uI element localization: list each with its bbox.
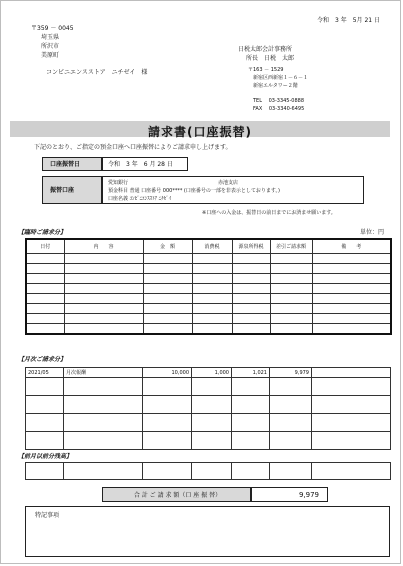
account-label: 振替口座	[50, 187, 75, 194]
sender-tel: TEL 03-3345-0888	[253, 98, 305, 104]
table-row	[26, 324, 391, 335]
sender-fax: FAX 03-3340-6495	[253, 106, 305, 112]
row-withholding: 1,021	[232, 368, 270, 378]
row-amount: 10,000	[143, 368, 192, 378]
issue-date: 令和 3 年 5月 21 日	[317, 17, 380, 24]
sender-address-1: 新宿区西新宿１－６－１	[253, 75, 309, 81]
row-date: 2021/05	[26, 368, 64, 378]
document-title: 請求書(口座振替)	[148, 125, 252, 139]
recipient-address-3: 美原町	[41, 52, 60, 59]
col-tax: 消費税	[192, 239, 232, 254]
table-row	[26, 304, 391, 314]
sender-office: 日税太郎会計事務所	[238, 46, 293, 53]
account-branch: 赤池支店	[218, 180, 239, 186]
unit-label: 単位：円	[360, 229, 385, 236]
previous-table	[25, 462, 391, 480]
table-row	[26, 396, 391, 414]
transfer-date-value-box	[102, 157, 188, 171]
section-temporary: 【臨時ご請求分】	[18, 229, 67, 236]
transfer-date-label-box	[42, 157, 102, 171]
row-note	[312, 368, 391, 378]
col-withholding: 源泉所得税	[232, 239, 270, 254]
table-header-row	[26, 239, 391, 254]
recipient-address-1: 埼玉県	[41, 34, 60, 41]
monthly-table	[25, 367, 391, 450]
table-row	[26, 432, 391, 450]
transfer-date-label: 口座振替日	[50, 161, 81, 168]
sender-address-2: 新宿エルタワー２階	[253, 83, 298, 89]
section-monthly: 【月次ご請求分】	[18, 356, 67, 363]
col-amount: 金 額	[143, 239, 192, 254]
table-row	[26, 314, 391, 324]
recipient-postal: 〒359 － 0045	[31, 25, 74, 32]
table-row	[26, 378, 391, 396]
table-row	[26, 414, 391, 432]
row-content: 月次報酬	[64, 368, 143, 378]
recipient-name: コンビニエンスストア ニチゼイ 様	[46, 69, 148, 76]
table-row	[26, 294, 391, 304]
sender-representative: 所長 日税 太郎	[246, 55, 295, 62]
transfer-date-value: 令和 3 年 6 月 28 日	[108, 161, 173, 168]
table-row	[26, 463, 391, 480]
col-content: 内 容	[64, 239, 143, 254]
temporary-table	[25, 238, 392, 335]
table-row	[26, 254, 391, 264]
account-label-box	[42, 176, 102, 204]
total-value: 9,979	[298, 491, 319, 499]
remarks-box	[25, 506, 390, 557]
account-details-box	[102, 176, 364, 204]
total-value-box	[251, 487, 328, 502]
sender-postal: 〒163 － 1529	[248, 67, 284, 73]
table-row	[26, 264, 391, 274]
col-date: 日付	[26, 239, 64, 254]
account-bank: 愛知銀行	[108, 180, 129, 186]
col-net: 差引ご請求額	[270, 239, 312, 254]
table-row	[26, 274, 391, 284]
intro-text: 下記のとおり、ご指定の預金口座へ口座振替によりご請求申し上げます。	[34, 144, 232, 151]
payment-note: ※口座への入金は、振替日の前日までにお済ませ願います。	[202, 210, 336, 216]
row-net: 9,979	[270, 368, 312, 378]
title-band	[10, 121, 390, 137]
table-row	[26, 284, 391, 294]
recipient-address-2: 所沢市	[41, 43, 60, 50]
section-previous: 【前月以前分残高】	[18, 453, 73, 460]
recipient-honorific: 様	[141, 69, 148, 76]
account-number-line: 預金科目 普通 口座番号 000**** (口座番号の一部を非表示としております。)	[108, 188, 280, 194]
account-holder-line: 口座名義 ｺﾝﾋﾞﾆｴﾝｽｽﾄｱ ﾆﾁｾﾞｲ	[108, 196, 172, 202]
remarks-label: 特記事項	[35, 512, 60, 519]
row-tax: 1,000	[192, 368, 232, 378]
col-note: 備 考	[312, 239, 391, 254]
total-label-box	[102, 487, 251, 502]
table-row	[26, 368, 391, 378]
total-label: 合 計 ご 請 求 額（口 座 振 替）	[133, 492, 222, 499]
